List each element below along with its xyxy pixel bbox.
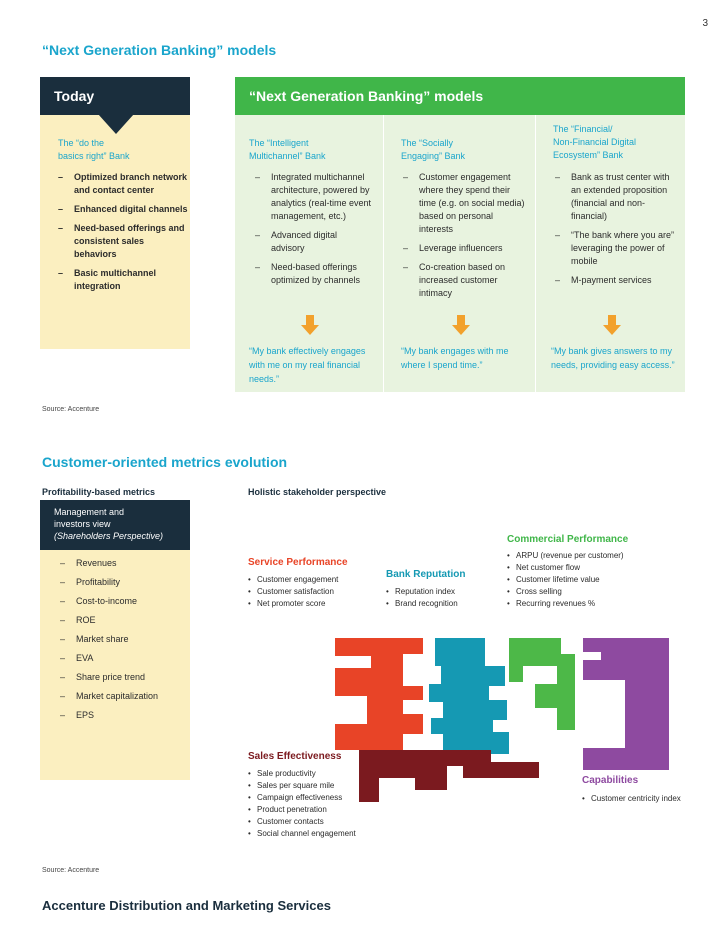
- list-item: • Customer centricity index: [582, 793, 712, 805]
- list-item: • Campaign effectiveness: [248, 792, 388, 804]
- list-item: – EPS: [60, 709, 188, 722]
- today-header: Today: [40, 77, 190, 115]
- down-arrow-icon: [98, 114, 134, 134]
- capabilities-list: [582, 793, 712, 805]
- list-item: • Customer contacts: [248, 816, 388, 828]
- ngb-col3-quote: “My bank gives answers to my needs, providing easy access.”: [551, 346, 675, 370]
- list-item: – Enhanced digital channels: [58, 203, 188, 216]
- ngb-col2-quote: “My bank engages with me where I spend time.”: [401, 346, 509, 370]
- service-list: [248, 574, 388, 610]
- list-item: – Cost-to-income: [60, 595, 188, 608]
- list-item: • Social channel engagement: [248, 828, 388, 840]
- sales-title: Sales Effectiveness: [248, 751, 342, 762]
- list-item: – Share price trend: [60, 671, 188, 684]
- profitability-label: Profitability-based metrics: [42, 487, 156, 497]
- list-item: – Profitability: [60, 576, 188, 589]
- reputation-list: [386, 586, 506, 610]
- ngb-col2-subtitle: The “Socially Engaging” Bank: [401, 138, 466, 161]
- metrics-section-title: Customer-oriented metrics evolution: [42, 454, 288, 470]
- list-item: • Sales per square mile: [248, 780, 388, 792]
- list-item: • Product penetration: [248, 804, 388, 816]
- holistic-label: Holistic stakeholder perspective: [248, 487, 387, 497]
- profitability-column: [40, 500, 190, 780]
- service-title: Service Performance: [248, 557, 348, 568]
- list-item: – “The bank where you are” leveraging the power of mobile: [555, 229, 679, 268]
- capabilities-title: Capabilities: [582, 775, 639, 786]
- list-item: • Sale productivity: [248, 768, 388, 780]
- list-item: – ROE: [60, 614, 188, 627]
- red-puzzle-piece: [335, 638, 423, 750]
- column-divider: [383, 115, 384, 392]
- list-item: – Basic multichannel integration: [58, 267, 188, 293]
- list-item: • Net customer flow: [507, 562, 677, 574]
- list-item: • Reputation index: [386, 586, 506, 598]
- list-item: – Market share: [60, 633, 188, 646]
- sales-list: [248, 768, 388, 840]
- today-column: [40, 77, 190, 349]
- source-note: Source: Accenture: [42, 406, 100, 413]
- footer-title: Accenture Distribution and Marketing Services: [42, 898, 331, 913]
- list-item: – M-payment services: [555, 274, 679, 287]
- list-item: – Need-based offerings optimized by channels: [255, 261, 373, 287]
- ngb-col3-subtitle: The “Financial/ Non-Financial Digital Ecosystem” Bank: [553, 124, 637, 160]
- profitability-list: [60, 557, 188, 728]
- column-divider: [535, 115, 536, 392]
- list-item: – Co-creation based on increased customer intimacy: [403, 261, 527, 300]
- reputation-title: Bank Reputation: [386, 569, 466, 580]
- down-arrow-icon: [603, 315, 621, 335]
- ngb-col1-list: [255, 171, 373, 293]
- list-item: – Customer engagement where they spend their time (e.g. on social media) based on personal interests: [403, 171, 527, 236]
- list-item: • Brand recognition: [386, 598, 506, 610]
- down-arrow-icon: [452, 315, 470, 335]
- list-item: – Integrated multichannel architecture, powered by analytics (real-time event management, etc.): [255, 171, 373, 223]
- ngb-col1-quote: “My bank effectively engages with me on my real financial needs.”: [249, 346, 366, 384]
- page-number: 3: [702, 18, 708, 29]
- commercial-list: [507, 550, 677, 610]
- list-item: • Recurring revenues %: [507, 598, 677, 610]
- list-item: • Customer satisfaction: [248, 586, 388, 598]
- list-item: – EVA: [60, 652, 188, 665]
- purple-puzzle-piece: [583, 638, 669, 770]
- today-list: [58, 171, 188, 299]
- teal-puzzle-piece: [429, 638, 509, 754]
- list-item: – Bank as trust center with an extended proposition (financial and non-financial): [555, 171, 679, 223]
- source-note: Source: Accenture: [42, 867, 100, 874]
- ngb-header: “Next Generation Banking” models: [235, 77, 685, 115]
- list-item: • Customer engagement: [248, 574, 388, 586]
- list-item: • Net promoter score: [248, 598, 388, 610]
- ngb-col2-list: [403, 171, 527, 306]
- ngb-col1-subtitle: The “Intelligent Multichannel” Bank: [249, 138, 326, 161]
- list-item: – Revenues: [60, 557, 188, 570]
- list-item: – Optimized branch network and contact center: [58, 171, 188, 197]
- commercial-title: Commercial Performance: [507, 534, 629, 545]
- list-item: • ARPU (revenue per customer): [507, 550, 677, 562]
- list-item: – Need-based offerings and consistent sales behaviors: [58, 222, 188, 261]
- list-item: – Advanced digital advisory: [255, 229, 373, 255]
- list-item: • Cross selling: [507, 586, 677, 598]
- ngb-body: [235, 115, 685, 392]
- management-box: Management and investors view (Shareholders Perspective): [40, 500, 190, 550]
- list-item: • Customer lifetime value: [507, 574, 677, 586]
- ngb-col3-list: [555, 171, 679, 293]
- today-subtitle: The “do the basics right” Bank: [58, 138, 130, 161]
- green-puzzle-piece: [509, 638, 575, 730]
- list-item: – Leverage influencers: [403, 242, 527, 255]
- models-section-title: “Next Generation Banking” models: [42, 42, 277, 58]
- list-item: – Market capitalization: [60, 690, 188, 703]
- down-arrow-icon: [301, 315, 319, 335]
